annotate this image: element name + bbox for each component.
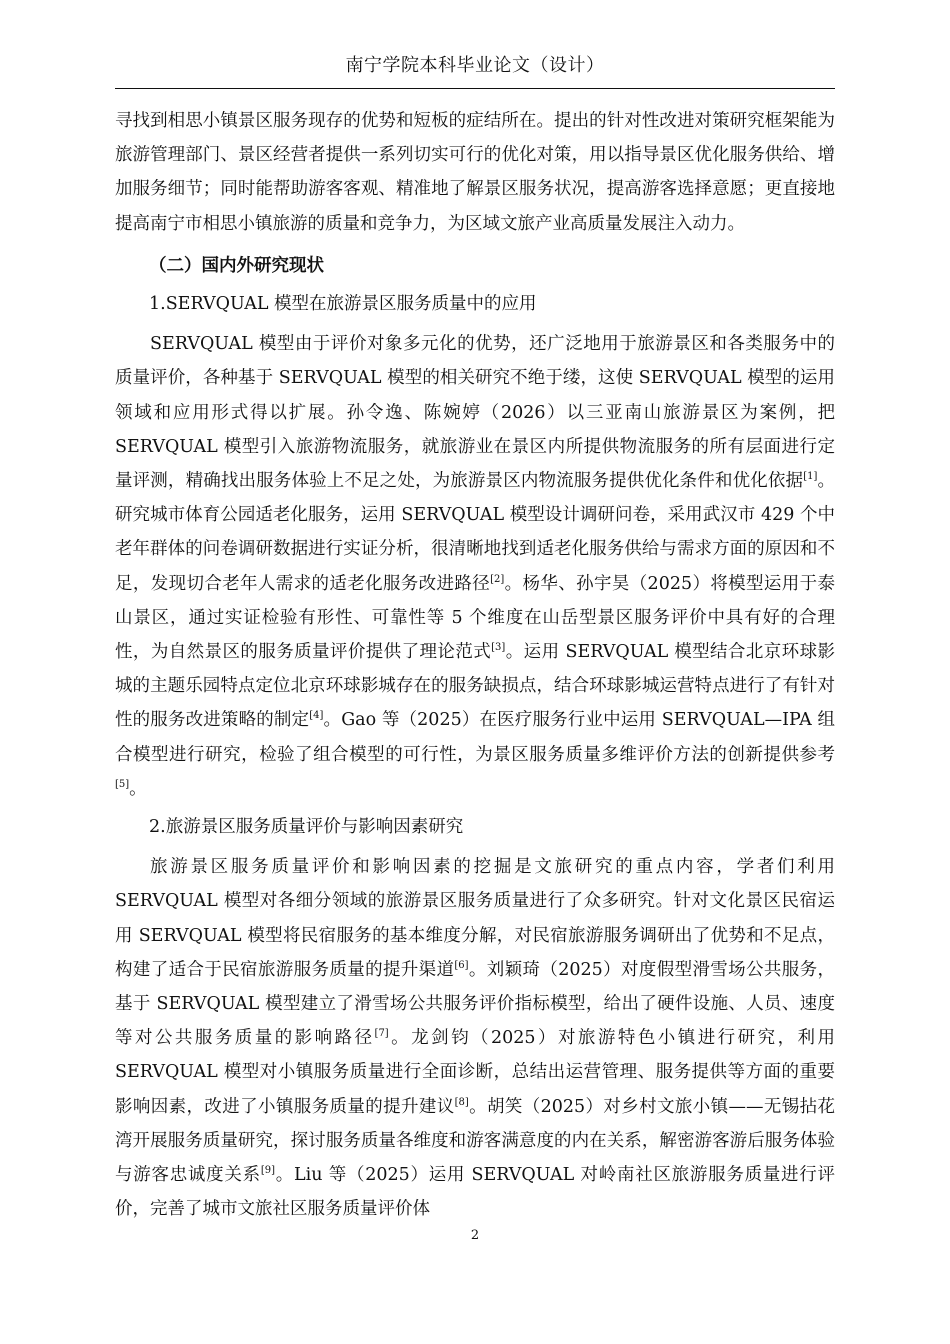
text-segment: 。运用 SERVQUAL 模型结合北京环球影城的主题乐园特点定位北京环球影城存在的服务缺损点，结合环球影城运营特点进行了有针对性的服务改进策略的制定 [115,642,835,731]
citation-6: [6] [454,960,469,972]
text-segment: 。 [129,778,147,799]
citation-5: [5] [115,779,130,791]
citation-7: [7] [374,1028,389,1040]
citation-4: [4] [309,710,324,722]
text-segment: 。杨华、孙宇昊（2025）将模型运用于泰山景区，通过实证检验有形性、可靠性等 5 个维度在山岳型景区服务评价中具有好的合理性，为自然景区的服务质量评价提供了理论范式 [115,573,835,663]
running-header: 南宁学院本科毕业论文（设计） [345,55,605,76]
subsection-1-paragraph [115,327,835,806]
body-text [115,104,835,1227]
citation-2: [2] [490,573,505,585]
text-segment: 。Gao 等（2025）在医疗服务行业中运用 SERVQUAL—IPA 组合模型进行研究，检验了组合模型的可行性，为景区服务质量多维评价方法的创新提供参考 [115,710,836,765]
intro-paragraph: 寻找到相思小镇景区服务现存的优势和短板的症结所在。提出的针对性改进对策研究框架能为旅游管理部门、景区经营者提供一系列切实可行的优化对策，用以指导景区优化服务供给、增加服务细节；同时能帮助游客客观、精准地了解景区服务状况，提高游客选择意愿；更直接地提高南宁市相思小镇旅游的质量和竞争力，为区域文旅产业高质量发展注入动力。 [115,111,835,234]
text-segment: 。Liu 等（2025）运用 SERVQUAL 对岭南社区旅游服务质量进行评价，完善了城市文旅社区服务质量评价体 [115,1165,836,1220]
citation-9: [9] [260,1165,276,1177]
text-segment: 。研究城市体育公园适老化服务，运用 SERVQUAL 模型设计调研问卷，采用武汉市 429 个中老年群体的问卷调研数据进行实证分析，很清晰地找到适老化服务供给与需求方面的原因和不足，发现切合老年人需求的适老化服务改进路径 [115,471,836,594]
header-rule [115,88,835,89]
page-number: 2 [470,1228,480,1243]
section-heading: （二）国内外研究现状 [149,255,324,276]
text-segment: 。胡笑（2025）对乡村文旅小镇——无锡拈花湾开展服务质量研究，探讨服务质量各维度和游客满意度的内在关系，解密游客游后服务体验与游客忠诚度关系 [115,1096,835,1186]
text-segment: 。龙剑钧（2025）对旅游特色小镇进行研究，利用 SERVQUAL 模型对小镇服务质量进行全面诊断，总结出运营管理、服务提供等方面的重要影响因素，改进了小镇服务质量的提升建议 [115,1028,836,1117]
text-segment: 。刘颖琦（2025）对度假型滑雪场公共服务，基于 SERVQUAL 模型建立了滑雪场公共服务评价指标模型，给出了硬件设施、人员、速度等对公共服务质量的影响路径 [115,959,835,1049]
citation-8: [8] [454,1096,469,1108]
citation-3: [3] [491,642,506,654]
subsection-2-paragraph [115,850,835,1226]
text-segment: SERVQUAL 模型由于评价对象多元化的优势，还广泛地用于旅游景区和各类服务中的质量评价，各种基于 SERVQUAL 模型的相关研究不绝于缕，这使 SERVQUAL 模型的运用领域和应用形式得以扩展。孙令逸、陈婉婷（2026）以三亚南山旅游景区为案例，把 SERVQUAL 模型引入旅游物流服务，就旅游业在景区内所提供物流服务的所有层面进行定量评测，精确找出服务体验上不足之处，为旅游景区内物流服务提供优化条件和优化依据 [115,334,835,492]
text-segment: 旅游景区服务质量评价和影响因素的挖掘是文旅研究的重点内容，学者们利用 SERVQUAL 模型对各细分领域的旅游景区服务质量进行了众多研究。针对文化景区民宿运用 SERVQUAL 模型将民宿服务的基本维度分解，对民宿旅游服务调研出了优势和不足点，构建了适合于民宿旅游服务质量的提升渠道 [115,857,835,980]
subsection-2-title: 2.旅游景区服务质量评价与影响因素研究 [149,817,464,838]
citation-1: [1] [803,471,818,483]
subsection-1-title: 1.SERVQUAL 模型在旅游景区服务质量中的应用 [149,294,537,315]
